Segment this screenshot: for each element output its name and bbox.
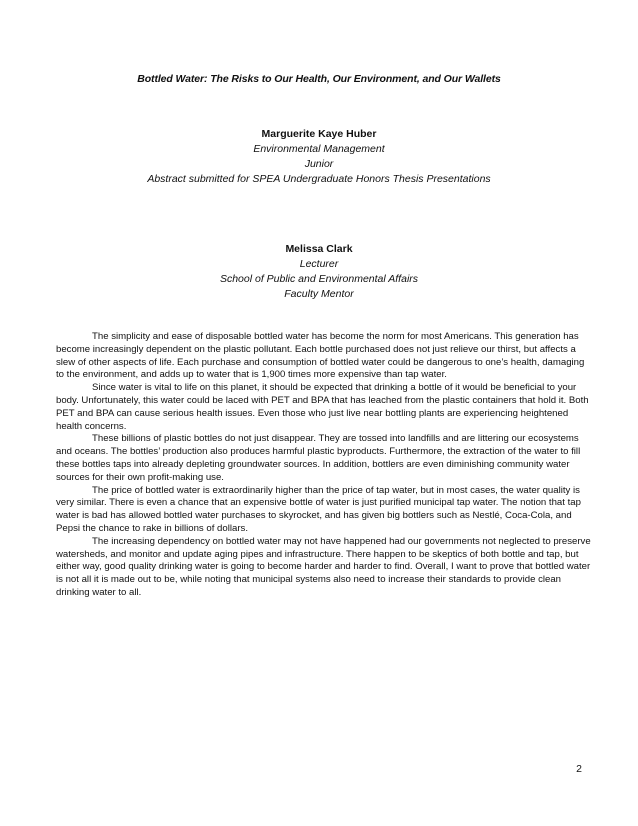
mentor-info [0, 242, 638, 302]
abstract-paragraph: The simplicity and ease of disposable bottled water has become the norm for most Americans. This generation has become increasingly dependent on the plastic pollutant. Each bottle purchased does not just relieve our thirst, but affects a slew of other aspects of life. Each purchase and consumption of bottled water could be dangerous to one’s health, damaging to the environment, and adds up to water that is 1,900 times more expensive than tap water. [56, 331, 585, 381]
mentor-school: School of Public and Environmental Affairs [219, 273, 419, 285]
student-department: Environmental Management [253, 143, 385, 155]
abstract-paragraph: Since water is vital to life on this planet, it should be expected that drinking a bottle of it would be beneficial to your body. Unfortunately, this water could be laced with PET and BPA that has leached from the plastic containers that hold it. Both PET and BPA can cause serious health issues. Even those who just live near bottling plants are experiencing heightened health concerns. [56, 382, 589, 432]
student-name: Marguerite Kaye Huber [261, 128, 377, 140]
abstract-paragraph: The price of bottled water is extraordinarily higher than the price of tap water, but in most cases, the water quality is very similar. There is even a chance that an expensive bottle of water is just purified municipal tap water. The notion that tap water is bad has allowed bottled water purchases to skyrocket, and has given big bottlers such as Nestlé, Coca-Cola, and Pepsi the chance to rake in billions of dollars. [56, 484, 581, 534]
abstract-paragraph: These billions of plastic bottles do not just disappear. They are tossed into landfills and are littering our ecosystems and oceans. The bottles’ production also produces harmful plastic byproducts. Furthermore, the extraction of the water to fill these bottles taps into already depleting groundwater sources. In addition, bottlers are even diminishing community water sources for their own profit-making use. [56, 433, 581, 483]
abstract-body [56, 331, 592, 600]
page-number: 2 [576, 763, 582, 775]
student-info [0, 127, 638, 187]
student-year: Junior [304, 158, 334, 170]
mentor-name: Melissa Clark [285, 243, 353, 255]
mentor-position: Lecturer [299, 258, 339, 270]
abstract-paragraph: The increasing dependency on bottled water may not have happened had our governments not neglected to preserve watersheds, and monitor and update aging pipes and infrastructure. There happen to be skeptics of both bottle and tap, but either way, good quality drinking water is going to become harder and harder to find. Overall, I want to prove that bottled water is not all it is made out to be, while noting that municipal systems also need to increase their standards to provide clean drinking water to all. [56, 535, 591, 598]
mentor-role: Faculty Mentor [284, 288, 354, 300]
submission-note: Abstract submitted for SPEA Undergraduate Honors Thesis Presentations [147, 173, 491, 185]
document-title: Bottled Water: The Risks to Our Health, Our Environment, and Our Wallets [137, 73, 501, 85]
